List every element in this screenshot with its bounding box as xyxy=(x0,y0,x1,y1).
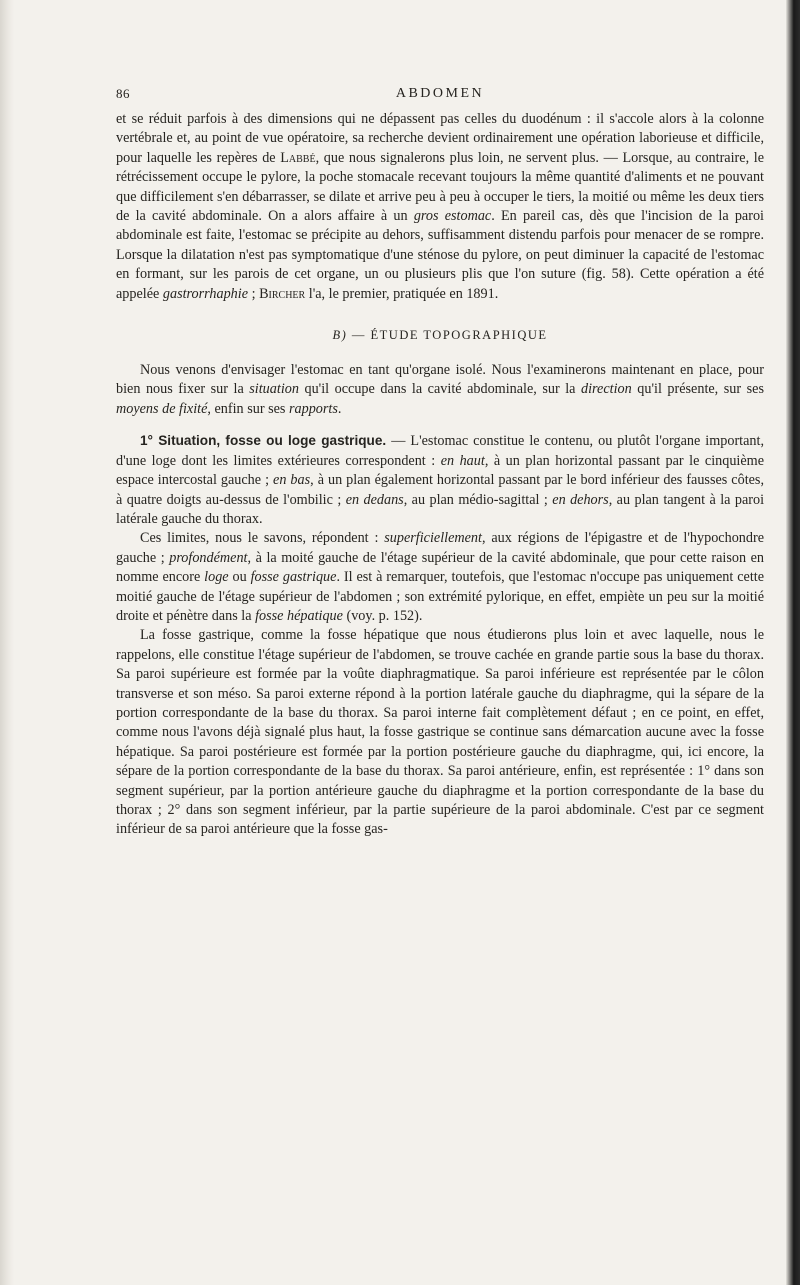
text-run: ; xyxy=(248,285,260,302)
text-run: , à un plan horizontal passant par le cinquième espace intercostal gauche ; xyxy=(116,452,764,489)
term-direction: direction xyxy=(581,381,632,398)
text-run: et se réduit parfois à des dimensions qui ne dépassent pas celles du duodénum : il s'accole alors à la colonne vertébrale et, au point de vue opératoire, sa recherche devient ordinairement une opération laborieuse et difficile, pour laquelle les repères de xyxy=(116,111,764,166)
term-moyens-de-fixite: moyens de fixité xyxy=(116,400,208,417)
term-fosse-gastrique: fosse gastrique xyxy=(250,569,337,586)
text-run: ou xyxy=(228,569,251,586)
term-gastrorrhaphie: gastrorrhaphie xyxy=(162,285,249,302)
text-run: qu'il occupe dans la cavité abdominale, sur la xyxy=(298,381,582,398)
text-run: qu'il présente, sur ses xyxy=(631,381,764,398)
author-name-bircher: Bircher xyxy=(259,285,306,302)
term-en-dedans: en dedans xyxy=(345,491,404,508)
text-run: l'a, le premier, pratiquée en 1891. xyxy=(305,285,499,302)
page-left-edge-shadow xyxy=(0,0,14,1285)
term-rapports: rapports xyxy=(288,400,338,417)
text-run: , aux régions de l'épigastre et de l'hypochondre gauche ; xyxy=(116,530,764,566)
term-profondement: profondément xyxy=(169,549,248,566)
running-head xyxy=(116,86,764,110)
term-fosse-hepatique: fosse hépatique xyxy=(255,607,343,624)
paragraph-duodenum-pylorus xyxy=(116,110,764,304)
subsection-heading-situation: 1° Situation, fosse ou loge gastrique. xyxy=(140,433,387,449)
term-en-haut: en haut xyxy=(440,452,485,469)
section-letter: B) xyxy=(332,328,348,343)
text-run: Ces limites, nous le savons, répondent : xyxy=(140,530,385,547)
section-heading xyxy=(116,328,764,343)
page-number: 86 xyxy=(116,86,130,101)
paragraph-limites xyxy=(116,529,764,626)
term-gros-estomac: gros estomac xyxy=(413,208,492,225)
text-run: , enfin sur ses xyxy=(207,400,289,417)
term-situation: situation xyxy=(249,381,299,398)
text-run: . xyxy=(337,400,342,417)
paragraph-situation xyxy=(116,431,764,529)
paragraph-gap xyxy=(116,419,764,431)
text-run: , au plan tangent à la paroi latérale gauche du thorax. xyxy=(116,491,765,527)
paragraph-fosse-gastrique: La fosse gastrique, comme la fosse hépatique que nous étudierons plus loin et avec laquelle, nous le rappelons, elle constitue l'étage supérieur de l'abdomen, se trouve cachée en grande partie sous la base du thorax. Sa paroi supérieure est formée par la voûte diaphragmatique. Sa paroi inférieure est représentée par le côlon transverse et son méso. Sa paroi externe répond à la portion latérale gauche du diaphragme, qui la sépare de la portion correspondante de la base du thorax. Sa paroi interne fait complètement défaut ; en ce point, en effet, comme nous l'avons déjà signalé plus haut, la fosse gastrique se continue sans démarcation aucune avec la fosse hépatique. Sa paroi postérieure est formée par la portion postérieure gauche du diaphragme, qui, ici encore, la sépare de la portion correspondante de la base du thorax. Sa paroi antérieure, enfin, est représentée : 1° dans son segment supérieur, par la portion antérieure gauche du diaphragme et la portion correspondante de la base du thorax ; 2° dans son segment inférieur, par la partie supérieure de la paroi abdominale. C'est par ce segment inférieur de sa paroi antérieure que la fosse gas- xyxy=(116,627,764,838)
text-run: , au plan médio-sagittal ; xyxy=(403,491,553,508)
section-title: — ÉTUDE TOPOGRAPHIQUE xyxy=(347,328,548,343)
running-title: ABDOMEN xyxy=(395,86,485,101)
text-run: Nous venons d'envisager l'estomac en tant qu'organe isolé. Nous l'examinerons maintenant en place, pour bien nous fixer sur la xyxy=(116,362,764,398)
text-run: . En pareil cas, dès que l'incision de la paroi abdominale est faite, l'estomac se précipite au dehors, suffisamment distendu parfois pour menacer de se rompre. Lorsque la dilatation n'est pas symptomatique d'une sténose du pylore, on peut diminuer la capacité de l'estomac en formant, sur les parois de cet organe, un ou plusieurs plis que l'on suture (fig. 58). Cette opération a été appelée xyxy=(116,208,764,302)
text-run: , à un plan également horizontal passant par le bord inférieur des fausses côtes, à quatre doigts au-dessus de l'ombilic ; xyxy=(116,472,764,508)
text-run: . Il est à remarquer, toutefois, que l'estomac n'occupe pas uniquement cette moitié gauche de l'étage supérieur de l'abdomen ; son extrémité pylorique, en effet, empiète un peu sur la moitié droite et pénètre dans la xyxy=(116,569,764,624)
term-en-dehors: en dehors xyxy=(552,491,609,508)
text-run: — L'estomac constitue le contenu, ou plutôt l'organe important, d'une loge dont les limites extérieures correspondent : xyxy=(116,433,764,469)
term-loge: loge xyxy=(204,569,229,586)
author-name-labbe: Labbé xyxy=(280,149,316,166)
term-en-bas: en bas xyxy=(273,472,311,489)
text-run: , à la moité gauche de l'étage supérieur de la cavité abdominale, que pour cette raison en nomme encore xyxy=(116,549,764,586)
paragraph-intro-topography xyxy=(116,361,764,419)
text-run: , que nous signalerons plus loin, ne servent plus. — Lorsque, au contraire, le rétrécissement occupe le pylore, la poche stomacale recevant toujours la même quantité d'aliments et ne pouvant que difficilement s'en débarrasser, se dilate et arrive peu à peu à occuper le tiers, la moitié ou même les deux tiers de la cavité abdominale. On a alors affaire à un xyxy=(116,149,764,225)
book-page xyxy=(116,86,764,840)
text-run: (voy. p. 152). xyxy=(342,607,423,624)
page-right-edge-binding xyxy=(786,0,800,1285)
term-superficiellement: superficiellement xyxy=(384,530,482,547)
